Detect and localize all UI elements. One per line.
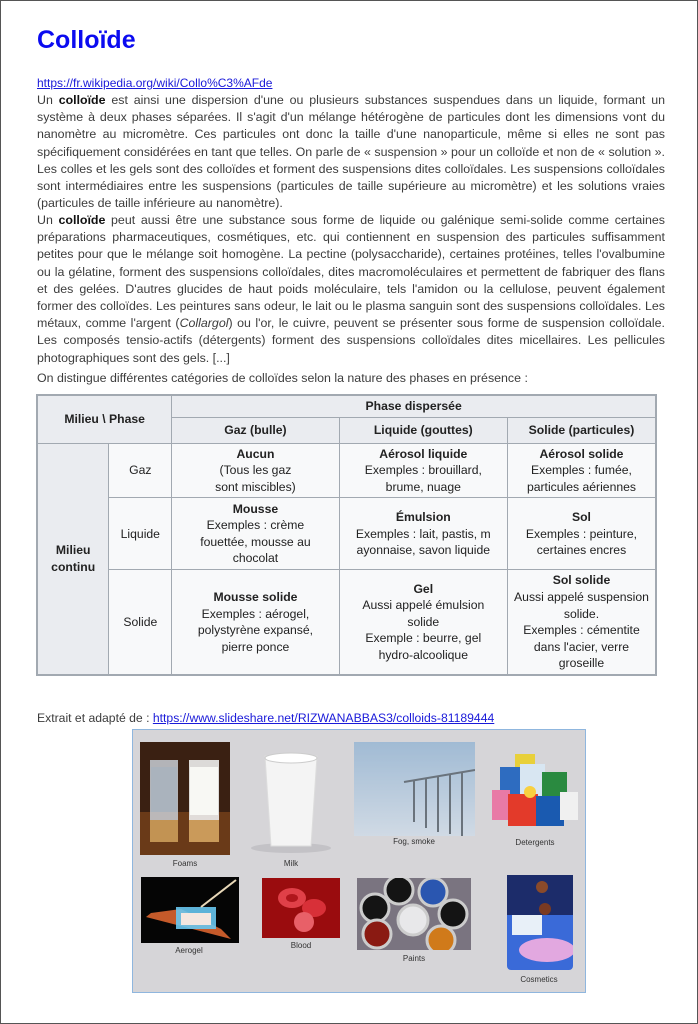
fog-smoke-photo bbox=[354, 742, 475, 836]
cell-title: Aucun bbox=[236, 446, 275, 461]
dispersed-phase-header: Phase dispersée bbox=[172, 395, 656, 417]
cell-line: (Tous les gaz bbox=[219, 463, 292, 478]
cell-line: Exemples : brouillard, bbox=[364, 463, 482, 478]
column-header-gas: Gaz (bulle) bbox=[172, 417, 339, 443]
cell-line: Aussi appelé émulsion bbox=[362, 598, 485, 613]
foams-photo bbox=[140, 742, 230, 855]
blood-photo bbox=[262, 878, 340, 938]
cell-title: Émulsion bbox=[395, 509, 451, 524]
cell-line: Exemples : aérogel, bbox=[201, 606, 310, 621]
cell-liquid-solid bbox=[507, 498, 656, 570]
cell-line: Exemples : peinture, bbox=[525, 526, 638, 541]
continuous-header-line: continu bbox=[51, 559, 96, 574]
cell-gas-liquid bbox=[339, 443, 507, 498]
cell-line: brume, nuage bbox=[385, 479, 461, 494]
table-corner-header: Milieu \ Phase bbox=[37, 395, 172, 443]
cell-title: Aérosol solide bbox=[539, 446, 624, 461]
page-title: Colloïde bbox=[37, 26, 136, 54]
caption-cosmetics: Cosmetics bbox=[520, 975, 558, 984]
cell-line: Exemples : fumée, bbox=[531, 463, 632, 478]
cell-line: Exemple : beurre, gel bbox=[365, 631, 482, 646]
table-row-liquid bbox=[37, 498, 656, 570]
cell-liquid-liquid bbox=[339, 498, 507, 570]
cell-line: ayonnaise, savon liquide bbox=[356, 543, 491, 558]
aerogel-photo bbox=[141, 877, 239, 943]
cosmetics-photo bbox=[507, 875, 573, 970]
milk-photo bbox=[251, 748, 331, 853]
cell-line: groseille bbox=[558, 656, 605, 671]
caption-paints: Paints bbox=[402, 954, 426, 963]
table-row-solid bbox=[37, 570, 656, 675]
detergents-photo bbox=[490, 752, 580, 830]
cell-line: pierre ponce bbox=[221, 639, 290, 654]
p1-text: est ainsi une dispersion d'une ou plusieurs substances suspendues dans un liquide, formant un système à deux phases séparées. Il s'agit d'un mélange hétérogène de particules dont les dimensions vont du nanomètre au micromètre. Ces particules ont donc la taille d'une nanoparticule, même si elles ne sont pas spécifiquement considérées en tant que telles. On parle de « suspension » pour un colloïde et non de « solution ». Les colles et les gels sont des colloïdes et forment des suspensions dites colloïdales. Les suspensions colloïdales sont intermédiaires entre les suspensions (particules de taille supérieure au micromètre) et les solutions vraies (particules de taille inférieure au nanomètre). bbox=[37, 93, 665, 211]
p1-lead: Un bbox=[37, 93, 59, 107]
paragraph-examples bbox=[37, 212, 665, 367]
caption-detergents: Detergents bbox=[515, 838, 555, 847]
caption-milk: Milk bbox=[283, 859, 299, 868]
cell-line: particules aériennes bbox=[526, 479, 637, 494]
p2-bold-term: colloïde bbox=[58, 213, 106, 227]
cell-line: Exemples : lait, pastis, m bbox=[355, 526, 491, 541]
p2-text-2: ) ou l'or, le cuivre, peuvent se présenter sous forme de suspension colloïdale. Les composés tensio-actifs (détergents) forment des suspensions colloïdales dites micellaires. Les pellicules photographiques sont des gels. [...] bbox=[37, 316, 665, 365]
cell-solid-solid bbox=[507, 570, 656, 675]
source-credit bbox=[37, 711, 494, 725]
continuous-medium-header bbox=[37, 443, 109, 675]
cell-line: certaines encres bbox=[536, 543, 627, 558]
cell-line: chocolat bbox=[232, 551, 279, 566]
cell-solid-gas bbox=[172, 570, 339, 675]
cell-line: Exemples : crème bbox=[206, 518, 305, 533]
cell-gas-gas bbox=[172, 443, 339, 498]
cell-line: polystyrène expansé, bbox=[197, 623, 314, 638]
cell-line: fouettée, mousse au bbox=[200, 534, 311, 549]
table-row-gas bbox=[37, 443, 656, 498]
column-header-liquid: Liquide (gouttes) bbox=[339, 417, 507, 443]
row-label-gas: Gaz bbox=[109, 443, 172, 498]
colloid-examples-image bbox=[132, 729, 586, 993]
p2-text-1: peut aussi être une substance sous forme de liquide ou galénique semi-solide comme certaines préparations pharmaceutiques, cosmétiques, etc. qui contiennent en suspension des particules suffisamment petites pour que le mélange soit homogène. La pectine (polysaccharide), certaines protéines, telles l'ovalbumine ou la gélatine, forment des suspensions colloïdales, dites macromoléculaires et permettent de fabriquer des flans et des gelées. D'autres glucides de haut poids moléculaire, tels l'amidon ou la cellulose, peuvent également former des colloïdes. Les peintures sans odeur, le lait ou le plasma sanguin sont des suspensions colloïdales. Les métaux, comme l'argent ( bbox=[37, 213, 665, 331]
p2-lead: Un bbox=[37, 213, 59, 227]
table-intro: On distingue différentes catégories de colloïdes selon la nature des phases en présence : bbox=[37, 371, 528, 385]
cell-title: Aérosol liquide bbox=[379, 446, 468, 461]
cell-title: Sol bbox=[571, 509, 591, 524]
cell-title: Sol solide bbox=[552, 573, 611, 588]
wikipedia-source-link[interactable]: https://fr.wikipedia.org/wiki/Collo%C3%AFde bbox=[37, 76, 273, 90]
cell-line: solide bbox=[407, 614, 440, 629]
credit-label: Extrait et adapté de : bbox=[37, 711, 153, 725]
caption-aerogel: Aerogel bbox=[175, 946, 203, 955]
slideshare-link[interactable]: https://www.slideshare.net/RIZWANABBAS3/colloids-81189444 bbox=[152, 711, 495, 725]
cell-gas-solid bbox=[507, 443, 656, 498]
p2-italic-term: Collargol bbox=[179, 316, 229, 331]
paragraph-definition bbox=[37, 92, 665, 212]
cell-line: dans l'acier, verre bbox=[533, 639, 630, 654]
caption-blood: Blood bbox=[290, 941, 312, 950]
cell-solid-liquid bbox=[339, 570, 507, 675]
cell-line: solide. bbox=[563, 606, 600, 621]
row-label-liquid: Liquide bbox=[109, 498, 172, 570]
caption-fog: Fog, smoke bbox=[393, 837, 435, 846]
caption-foams: Foams bbox=[172, 859, 198, 868]
row-label-solid: Solide bbox=[109, 570, 172, 675]
cell-line: sont miscibles) bbox=[215, 479, 296, 494]
cell-title: Gel bbox=[413, 581, 434, 596]
continuous-header-line: Milieu bbox=[55, 543, 91, 558]
p1-bold-term: colloïde bbox=[58, 93, 106, 107]
cell-line: Exemples : cémentite bbox=[523, 623, 640, 638]
cell-line: hydro-alcoolique bbox=[378, 648, 468, 663]
column-header-solid: Solide (particules) bbox=[507, 417, 656, 443]
cell-line: Aussi appelé suspension bbox=[514, 589, 649, 604]
cell-title: Mousse bbox=[232, 501, 279, 516]
paints-photo bbox=[357, 878, 471, 950]
colloid-categories-table bbox=[36, 394, 657, 676]
cell-title: Mousse solide bbox=[213, 589, 298, 604]
cell-liquid-gas bbox=[172, 498, 339, 570]
